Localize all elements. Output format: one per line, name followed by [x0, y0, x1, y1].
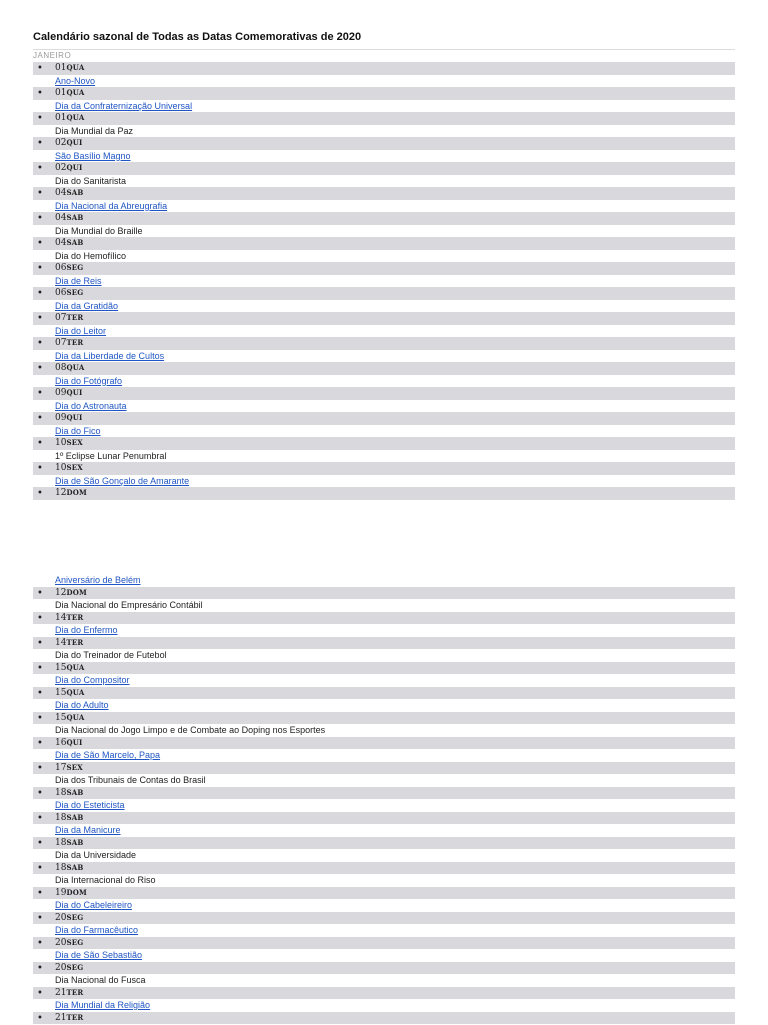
weekday: TER	[66, 313, 84, 322]
event-label: Dia Internacional do Riso	[55, 875, 156, 885]
date-row	[33, 587, 735, 600]
day-number: 04	[55, 213, 67, 223]
weekday: SEG	[66, 912, 84, 922]
bullet-icon: •	[37, 762, 43, 774]
event-link[interactable]: Dia do Farmacêutico	[55, 925, 139, 935]
weekday: QUI	[66, 413, 83, 422]
event-link[interactable]: Dia do Leitor	[55, 325, 107, 336]
event-row	[33, 974, 735, 987]
bullet-icon: •	[37, 612, 43, 624]
weekday: SAB	[66, 787, 84, 797]
day-number: 21	[55, 987, 67, 998]
weekday: SEX	[66, 463, 83, 472]
day-number: 18	[55, 787, 67, 798]
event-link[interactable]: Dia da Gratidão	[55, 300, 119, 311]
weekday: DOM	[66, 887, 87, 897]
weekday: QUA	[66, 662, 85, 672]
date-row	[33, 762, 735, 775]
bullet-icon: •	[37, 188, 43, 199]
bullet-icon: •	[37, 737, 43, 749]
date-label	[55, 962, 83, 975]
date-row	[33, 912, 735, 925]
event-row	[33, 100, 735, 113]
event-row	[33, 749, 735, 762]
day-number: 20	[55, 962, 67, 973]
event-label: Dia Mundial da Paz	[55, 125, 134, 136]
event-link[interactable]: Dia da Liberdade de Cultos	[55, 350, 165, 361]
day-number: 15	[55, 712, 67, 723]
event-row	[33, 624, 735, 637]
date-row	[33, 387, 735, 400]
day-number: 06	[55, 288, 67, 298]
bullet-icon: •	[37, 912, 43, 924]
event-row	[33, 599, 735, 612]
date-label	[55, 912, 83, 925]
month-header: JANEIRO	[33, 49, 735, 60]
weekday: SEX	[66, 762, 83, 772]
date-row	[33, 887, 735, 900]
date-row	[33, 412, 735, 425]
event-row	[33, 574, 735, 587]
day-number: 02	[55, 163, 67, 173]
event-row	[33, 799, 735, 812]
bullet-icon: •	[37, 63, 43, 74]
date-row	[33, 187, 735, 200]
day-number: 08	[55, 363, 67, 373]
day-number: 20	[55, 912, 67, 923]
date-row	[33, 287, 735, 300]
weekday: QUA	[66, 63, 85, 72]
event-row	[33, 674, 735, 687]
weekday: TER	[66, 338, 84, 347]
day-number: 10	[55, 438, 67, 448]
weekday: SEG	[66, 288, 84, 297]
bullet-icon: •	[37, 288, 43, 299]
event-row	[33, 450, 735, 463]
date-label	[55, 812, 83, 825]
date-row	[33, 237, 735, 250]
weekday: SEG	[66, 937, 84, 947]
event-label: Dia Nacional do Jogo Limpo e de Combate ao Doping nos Esportes	[55, 725, 326, 735]
event-link[interactable]: Dia do Cabeleireiro	[55, 900, 133, 910]
event-row	[33, 400, 735, 413]
weekday: SAB	[66, 862, 84, 872]
date-row	[33, 987, 735, 1000]
date-label	[55, 262, 83, 275]
bullet-icon: •	[37, 438, 43, 449]
event-link[interactable]: Dia do Adulto	[55, 700, 109, 710]
date-label	[55, 612, 83, 625]
date-row	[33, 362, 735, 375]
weekday: TER	[66, 612, 84, 622]
weekday: SAB	[66, 837, 84, 847]
date-label	[55, 712, 84, 725]
bullet-icon: •	[37, 637, 43, 649]
day-number: 01	[55, 88, 67, 98]
bullet-icon: •	[37, 413, 43, 424]
weekday: SEG	[66, 962, 84, 972]
date-label	[55, 287, 83, 300]
event-link[interactable]: Dia do Esteticista	[55, 800, 125, 810]
day-number: 20	[55, 937, 67, 948]
day-number: 09	[55, 413, 67, 423]
event-link[interactable]: Dia do Fotógrafo	[55, 375, 123, 386]
date-label	[55, 212, 83, 225]
event-label: Dia Mundial do Braille	[55, 225, 143, 236]
date-label	[55, 387, 83, 400]
day-number: 18	[55, 837, 67, 848]
date-label	[55, 587, 87, 600]
event-link[interactable]: Dia de São Gonçalo de Amarante	[55, 475, 190, 486]
date-row	[33, 687, 735, 700]
page-title: Calendário sazonal de Todas as Datas Comemorativas de 2020	[33, 31, 362, 43]
bullet-icon: •	[37, 488, 43, 499]
day-number: 04	[55, 188, 67, 198]
event-row	[33, 125, 735, 138]
weekday: SEX	[66, 438, 83, 447]
event-row	[33, 425, 735, 438]
weekday: QUA	[66, 712, 85, 722]
date-label	[55, 487, 87, 500]
date-label	[55, 312, 83, 325]
bullet-icon: •	[37, 1012, 43, 1024]
event-row	[33, 475, 735, 488]
event-link[interactable]: Aniversário de Belém	[55, 575, 141, 585]
day-number: 16	[55, 737, 67, 748]
bullet-icon: •	[37, 862, 43, 874]
event-row	[33, 774, 735, 787]
event-row	[33, 824, 735, 837]
event-row	[33, 949, 735, 962]
day-number: 01	[55, 63, 67, 73]
date-label	[55, 1012, 83, 1025]
day-number: 09	[55, 388, 67, 398]
bullet-icon: •	[37, 238, 43, 249]
date-row	[33, 162, 735, 175]
date-row	[33, 862, 735, 875]
date-row	[33, 312, 735, 325]
day-number: 02	[55, 138, 67, 148]
date-label	[55, 62, 84, 75]
date-label	[55, 637, 83, 650]
weekday: QUA	[66, 687, 85, 697]
event-link[interactable]: Dia da Confraternização Universal	[55, 100, 193, 111]
bullet-icon: •	[37, 113, 43, 124]
date-label	[55, 862, 83, 875]
date-label	[55, 662, 84, 675]
date-label	[55, 987, 83, 1000]
event-row	[33, 300, 735, 313]
day-number: 19	[55, 887, 67, 898]
date-label	[55, 112, 84, 125]
event-label: Dia do Hemofílico	[55, 250, 127, 261]
day-number: 12	[55, 587, 67, 598]
day-number: 15	[55, 687, 67, 698]
day-number: 14	[55, 637, 67, 648]
date-label	[55, 412, 83, 425]
date-row	[33, 812, 735, 825]
day-number: 07	[55, 313, 67, 323]
day-number: 17	[55, 762, 67, 773]
event-row	[33, 200, 735, 213]
event-label: Dia do Sanitarista	[55, 175, 127, 186]
bullet-icon: •	[37, 962, 43, 974]
bullet-icon: •	[37, 937, 43, 949]
day-number: 14	[55, 612, 67, 623]
day-number: 18	[55, 862, 67, 873]
weekday: DOM	[66, 587, 87, 597]
date-label	[55, 237, 83, 250]
day-number: 21	[55, 1012, 67, 1023]
date-label	[55, 937, 83, 950]
weekday: QUI	[66, 737, 83, 747]
date-label	[55, 687, 84, 700]
bullet-icon: •	[37, 388, 43, 399]
event-row	[33, 999, 735, 1012]
weekday: QUA	[66, 113, 85, 122]
day-number: 04	[55, 238, 67, 248]
event-link[interactable]: Ano-Novo	[55, 75, 96, 86]
event-row	[33, 250, 735, 263]
event-row	[33, 849, 735, 862]
date-label	[55, 762, 83, 775]
event-row	[33, 724, 735, 737]
date-row	[33, 212, 735, 225]
day-number: 01	[55, 113, 67, 123]
bullet-icon: •	[37, 687, 43, 699]
date-label	[55, 162, 83, 175]
day-number: 18	[55, 812, 67, 823]
event-row	[33, 375, 735, 388]
date-label	[55, 337, 83, 350]
event-label: 1º Eclipse Lunar Penumbral	[55, 450, 167, 461]
day-number: 15	[55, 662, 67, 673]
event-row	[33, 75, 735, 88]
bullet-icon: •	[37, 163, 43, 174]
date-row	[33, 87, 735, 100]
event-row	[33, 150, 735, 163]
event-label: Dia da Universidade	[55, 850, 137, 860]
bullet-icon: •	[37, 787, 43, 799]
event-row	[33, 225, 735, 238]
date-label	[55, 362, 84, 375]
event-link[interactable]: São Basílio Magno	[55, 150, 131, 161]
date-row	[33, 462, 735, 475]
event-link[interactable]: Dia do Compositor	[55, 675, 130, 685]
date-row	[33, 262, 735, 275]
weekday: SEG	[66, 263, 84, 272]
bullet-icon: •	[37, 587, 43, 599]
date-row	[33, 837, 735, 850]
date-row	[33, 712, 735, 725]
weekday: TER	[66, 637, 84, 647]
bullet-icon: •	[37, 338, 43, 349]
bullet-icon: •	[37, 138, 43, 149]
date-row	[33, 637, 735, 650]
date-row	[33, 62, 735, 75]
calendar-block-2	[33, 574, 735, 1024]
date-row	[33, 487, 735, 500]
weekday: QUA	[66, 88, 85, 97]
bullet-icon: •	[37, 887, 43, 899]
event-link[interactable]: Dia de São Sebastião	[55, 950, 143, 960]
weekday: SAB	[66, 238, 84, 247]
date-row	[33, 937, 735, 950]
date-row	[33, 137, 735, 150]
event-link[interactable]: Dia do Enfermo	[55, 625, 118, 635]
event-label: Dia Nacional do Fusca	[55, 975, 146, 985]
event-row	[33, 924, 735, 937]
day-number: 12	[55, 488, 67, 498]
bullet-icon: •	[37, 363, 43, 374]
weekday: QUI	[66, 388, 83, 397]
date-row	[33, 112, 735, 125]
bullet-icon: •	[37, 263, 43, 274]
bullet-icon: •	[37, 812, 43, 824]
calendar-block-1	[33, 62, 735, 500]
date-row	[33, 1012, 735, 1025]
date-row	[33, 737, 735, 750]
bullet-icon: •	[37, 712, 43, 724]
day-number: 10	[55, 463, 67, 473]
event-link[interactable]: Dia do Fico	[55, 425, 101, 436]
event-link[interactable]: Dia de São Marcelo, Papa	[55, 750, 161, 760]
weekday: SAB	[66, 188, 84, 197]
date-row	[33, 787, 735, 800]
event-link[interactable]: Dia de Reis	[55, 275, 102, 286]
event-row	[33, 275, 735, 288]
event-row	[33, 175, 735, 188]
date-label	[55, 187, 83, 200]
event-link[interactable]: Dia Nacional da Abreugrafia	[55, 200, 168, 211]
date-row	[33, 962, 735, 975]
event-link[interactable]: Dia do Astronauta	[55, 400, 127, 411]
date-label	[55, 787, 83, 800]
weekday: TER	[66, 987, 84, 997]
weekday: TER	[66, 1012, 84, 1022]
date-row	[33, 662, 735, 675]
weekday: QUA	[66, 363, 85, 372]
event-row	[33, 874, 735, 887]
weekday: DOM	[66, 488, 87, 497]
bullet-icon: •	[37, 987, 43, 999]
date-label	[55, 887, 87, 900]
bullet-icon: •	[37, 463, 43, 474]
day-number: 06	[55, 263, 67, 273]
event-row	[33, 899, 735, 912]
weekday: SAB	[66, 213, 84, 222]
event-label: Dia Nacional do Empresário Contábil	[55, 600, 203, 610]
bullet-icon: •	[37, 213, 43, 224]
event-row	[33, 350, 735, 363]
event-link[interactable]: Dia Mundial da Religião	[55, 1000, 151, 1010]
date-row	[33, 437, 735, 450]
event-row	[33, 649, 735, 662]
date-label	[55, 462, 83, 475]
weekday: QUI	[66, 163, 83, 172]
date-label	[55, 837, 83, 850]
event-label: Dia dos Tribunais de Contas do Brasil	[55, 775, 206, 785]
day-number: 07	[55, 338, 67, 348]
bullet-icon: •	[37, 837, 43, 849]
date-row	[33, 337, 735, 350]
bullet-icon: •	[37, 662, 43, 674]
date-row	[33, 612, 735, 625]
event-row	[33, 699, 735, 712]
date-label	[55, 437, 83, 450]
weekday: QUI	[66, 138, 83, 147]
date-label	[55, 137, 83, 150]
event-label: Dia do Treinador de Futebol	[55, 650, 167, 660]
date-label	[55, 87, 84, 100]
event-link[interactable]: Dia da Manicure	[55, 825, 121, 835]
bullet-icon: •	[37, 313, 43, 324]
weekday: SAB	[66, 812, 84, 822]
event-row	[33, 325, 735, 338]
bullet-icon: •	[37, 88, 43, 99]
date-label	[55, 737, 83, 750]
